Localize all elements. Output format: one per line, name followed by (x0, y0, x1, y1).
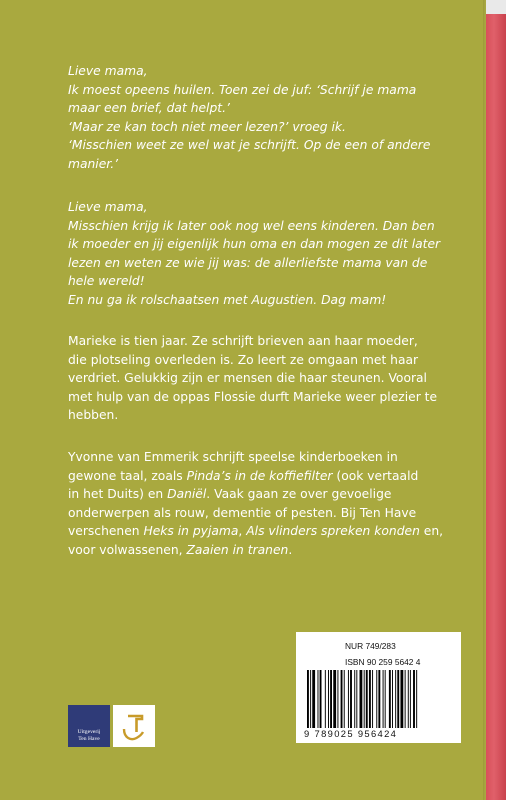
letter-line: ‘Misschien weet ze wel wat je schrijft. Op de een of andere (68, 138, 431, 153)
bio-line: in het Duits) en Daniël. Vaak gaan ze over gevoelige (68, 487, 392, 502)
letter-line: lezen en weten ze wie jij was: de allerliefste mama van de (68, 255, 428, 270)
bio-line: gewone taal, zoals Pinda’s in de koffiefilter (ook vertaald (68, 468, 419, 483)
summary-line: Marieke is tien jaar. Ze schrijft brieven aan haar moeder, (68, 334, 418, 348)
spine-top-edge (486, 0, 506, 14)
book-title: Daniël (167, 487, 207, 502)
book-title: Heks in pyjama (143, 524, 239, 539)
seal-logo-icon (113, 705, 155, 747)
publisher-name-line: Uitgeverij (77, 729, 101, 735)
second-letter (68, 198, 478, 310)
first-letter (68, 62, 478, 174)
book-title: Als vlinders spreken konden (246, 524, 420, 539)
bio-line: Yvonne van Emmerik schrijft speelse kinderboeken in (68, 450, 398, 464)
book-spine (486, 0, 506, 800)
barcode-icon (306, 670, 451, 728)
letter-line: Lieve mama, (68, 64, 148, 78)
bio-line: voor volwassenen, Zaaien in tranen. (68, 542, 293, 557)
letter-line: Misschien krijg ik later ook nog wel eens kinderen. Dan ben (68, 218, 435, 233)
bio-line: verschenen Heks in pyjama, Als vlinders spreken konden en, (68, 524, 444, 539)
letter-line: En nu ga ik rolschaatsen met Augustien. Dag mam! (68, 292, 387, 307)
publisher-logo (68, 705, 110, 747)
summary-line: hebben. (68, 408, 119, 423)
book-summary (68, 332, 478, 425)
nur-code: NUR 749/283 (345, 641, 396, 651)
letter-line: hele wereld! (68, 274, 145, 289)
barcode-digits: 9 789025 956424 (304, 728, 398, 739)
letter-line: manier.’ (68, 156, 119, 171)
summary-line: die plotseling overleden is. Zo leert ze omgaan met haar (68, 352, 419, 367)
letter-line: Lieve mama, (68, 200, 148, 214)
summary-line: verdriet. Gelukkig zijn er mensen die haar steunen. Vooral (68, 371, 427, 386)
author-bio (68, 448, 478, 560)
summary-line: met hulp van de oppas Flossie durft Marieke weer plezier te (68, 389, 438, 404)
letter-line: maar een brief, dat helpt.’ (68, 101, 230, 116)
book-title: Pinda’s in de koffiefilter (186, 468, 333, 483)
letter-line: ‘Maar ze kan toch niet meer lezen?’ vroeg ik. (68, 119, 346, 134)
letter-line: Ik moest opeens huilen. Toen zei de juf: ‘Schrijf je mama (68, 82, 417, 97)
publisher-name-line: Ten Have (78, 736, 100, 742)
isbn-number: ISBN 90 259 5642 4 (345, 657, 421, 667)
letter-line: ik moeder en jij eigenlijk hun oma en dan mogen ze dit later (68, 237, 441, 252)
barcode-label (296, 632, 461, 743)
book-title: Zaaien in tranen (186, 542, 289, 557)
bio-line: onderwerpen als rouw, dementie of pesten. Bij Ten Have (68, 505, 417, 520)
